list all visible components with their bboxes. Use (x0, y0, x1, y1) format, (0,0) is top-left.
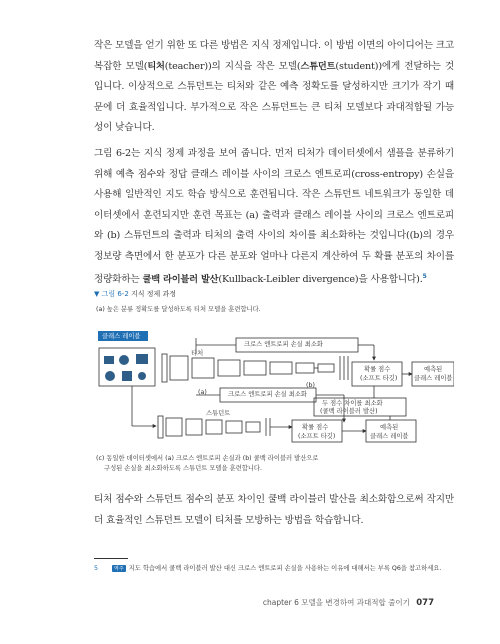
teacher-label: 티처 (191, 350, 204, 357)
term-student: 스튜던트 (300, 60, 336, 72)
teacher-pred-line1: 예측된 (424, 366, 443, 373)
teacher-out-line2: (소프트 타깃) (360, 375, 398, 382)
kl-text-line2: (쿨백 라이블러 발산) (320, 408, 378, 415)
student-ce-loss-text: 크로스 엔트로피 손실 최소화 (228, 391, 307, 398)
kl-b-mark: (b) (306, 382, 315, 389)
kl-text-line1: 두 점수 차이를 최소화 (322, 400, 383, 407)
note-train-teacher: (a) 높은 분류 정확도를 달성하도록 티처 모델을 훈련합니다. (96, 306, 261, 313)
footnote-divider (94, 558, 128, 559)
distillation-figure (94, 298, 454, 484)
teacher-pred-line2: 클래스 레이블 (414, 375, 453, 382)
term-kl-divergence: 쿨백 라이블러 발산 (142, 274, 219, 286)
note-train-student-line2: 구성된 손실을 최소화하도록 스튜던트 모델을 훈련합니다. (104, 465, 262, 472)
student-out-line1: 확률 점수 (302, 424, 329, 431)
footnote-number: 5 (94, 565, 99, 572)
page-footer (263, 597, 434, 608)
teacher-network (162, 354, 348, 382)
student-out-line2: (소프트 타깃) (298, 433, 336, 440)
class-label-badge-text: 클래스 레이블 (102, 333, 141, 340)
teacher-loss-text: 크로스 엔트로피 손실 최소화 (244, 341, 323, 348)
footnote-text: 지도 학습에서 쿨백 라이블러 발산 대신 크로스 엔트로피 손실을 사용하는 이유에 대해서는 부록 Q6을 참고하세요. (128, 565, 442, 572)
student-network (158, 416, 270, 438)
student-label: 스튜던트 (206, 410, 231, 417)
page-number: 077 (416, 598, 434, 608)
footnote (94, 563, 454, 572)
student-pred-line1: 예측된 (380, 424, 399, 431)
paragraph-process: 그림 6-2는 지식 정제 과정을 보여 줍니다. 먼저 티처가 데이터셋에서 샘플을 분류하기 위해 예측 점수와 정답 클래스 레이블 사이의 크로스 엔트로피(cross-entropy) 손실을 사용해 일반적인 지도 학습 방식으로 훈련됩니다. 작은 스튜던트 네트워크가 동일한 데이터셋에서 훈련되지만 훈련 목표는 (a) 출력과 클래스 레이블 사이의 크로스 엔트로피와 (b) 스튜던트의 출력과 티처의 출력 사이의 차이를 최소화하는 것입니다((b)의 경우 정보량 측면에서 한 분포가 다른 분포와 얼마나 다른지 계산하여 두 확률 분포의 차이를 정량화하는 쿨백 라이블러 발산(Kullback-Leibler divergence)을 사용합니다).$^5$ (94, 148, 454, 286)
chapter-title: chapter 6 모델을 변경하여 과대적합 줄이기 (262, 598, 410, 607)
figure-title: 지식 정제 과정 (131, 290, 177, 298)
translator-note-tag: 역주 (114, 566, 124, 572)
note-train-student-line1: (c) 동일한 데이터셋에서 (a) 크로스 엔트로피 손실과 (b) 쿨백 라이블러 발산으로 (96, 455, 319, 462)
student-pred-line2: 클래스 레이블 (370, 433, 409, 440)
paragraph-conclusion: 티처 점수와 스튜던트 점수의 분포 차이인 쿨백 라이블러 발산을 최소화함으로써 작지만 더 효율적인 스튜던트 모델이 티처를 모방하는 방법을 학습합니다. (94, 494, 454, 526)
figure-label: ▼ 그림 6-2 (94, 290, 129, 298)
paragraph-intro: 작은 모델을 얻기 위한 또 다른 방법은 지식 정제입니다. 이 방법 이면의 아이디어는 크고 복잡한 모델(티처(teacher))의 지식을 작은 모델(스튜던트(student))에게 전달하는 것입니다. 이상적으로 스튜던트는 티처와 같은 예측 정확도를 달성하지만 크기가 작기 때문에 더 효율적입니다. 부가적으로 작은 스튜던트는 큰 티처 모델보다 과대적합될 가능성이 낮습니다. (94, 40, 454, 133)
footnote-ref[interactable]: 5 (422, 273, 427, 280)
loss-a-mark: (a) (198, 389, 207, 396)
teacher-out-line1: 확률 점수 (364, 366, 391, 373)
term-teacher: 티처 (147, 60, 165, 72)
